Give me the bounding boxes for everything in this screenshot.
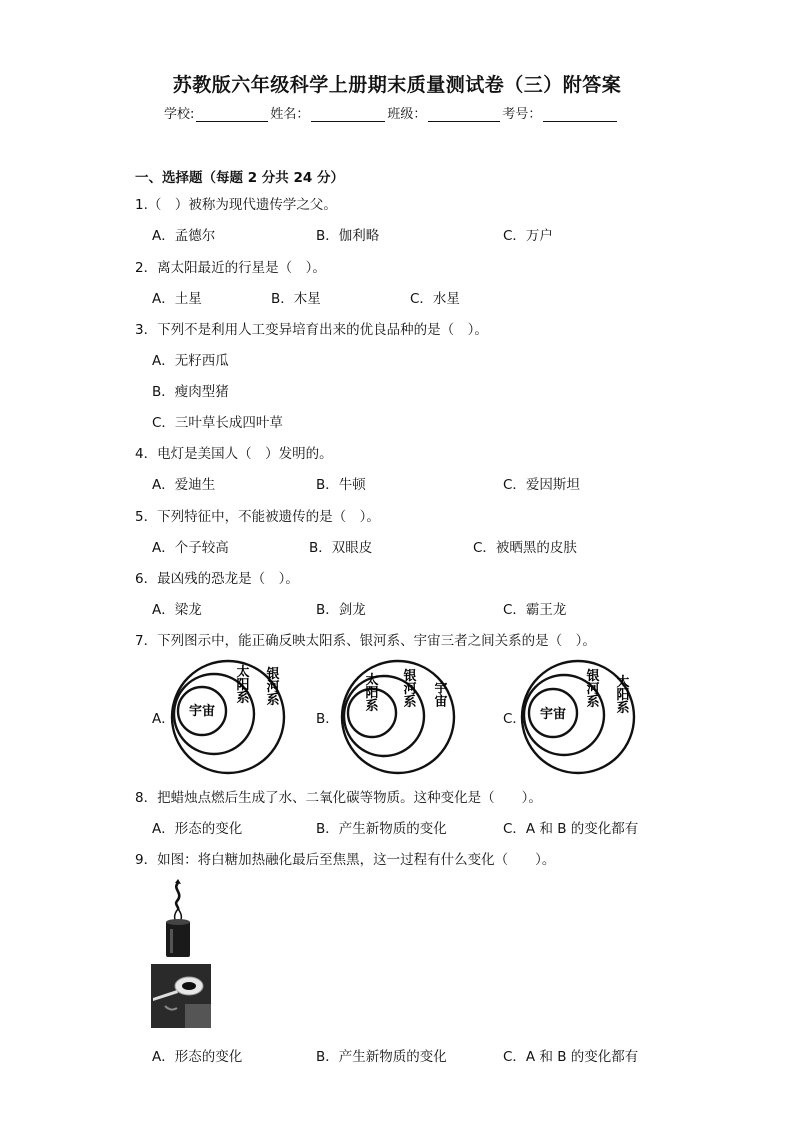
school-blank — [196, 106, 268, 122]
section-heading: 一、选择题（每题 2 分共 24 分） — [135, 170, 344, 186]
option-b: B．产生新物质的变化 — [316, 821, 447, 837]
option-c: C．三叶草长成四叶草 — [152, 415, 283, 431]
label-inner: 宇宙 — [188, 704, 216, 719]
label-outer: 银河系 — [263, 666, 279, 706]
page-title: 苏教版六年级科学上册期末质量测试卷（三）附答案 — [172, 74, 622, 96]
nested-circles-diagram-c — [520, 658, 640, 776]
option-c: C．被晒黑的皮肤 — [473, 540, 577, 556]
option-c: C．万户 — [503, 228, 553, 244]
question-stem: 7．下列图示中，能正确反映太阳系、银河系、宇宙三者之间关系的是（ ）。 — [135, 633, 596, 649]
option-c: C．A 和 B 的变化都有 — [503, 1049, 639, 1065]
option-c: C． — [503, 711, 526, 727]
option-b: B． — [316, 711, 339, 727]
option-a: A． — [152, 711, 175, 727]
option-a: A．个子较高 — [152, 540, 229, 556]
option-a: A．梁龙 — [152, 602, 202, 618]
option-a: A．形态的变化 — [152, 821, 243, 837]
label-inner: 宇宙 — [539, 707, 567, 722]
label-inner: 太阳系 — [362, 672, 378, 712]
name-label: 姓名： — [270, 107, 310, 122]
question-stem: 5．下列特征中，不能被遗传的是（ ）。 — [135, 509, 380, 525]
label-middle: 银河系 — [583, 668, 599, 708]
nested-circles-diagram-a — [170, 658, 290, 776]
option-a: A．孟德尔 — [152, 228, 216, 244]
option-c: C．水星 — [410, 291, 460, 307]
option-a: A．形态的变化 — [152, 1049, 243, 1065]
option-b: B．牛顿 — [316, 477, 366, 493]
question-stem: 3．下列不是利用人工变异培育出来的优良品种的是（ ）。 — [135, 322, 488, 338]
option-b: B．双眼皮 — [309, 540, 373, 556]
option-b: B．剑龙 — [316, 602, 366, 618]
class-label: 班级： — [387, 107, 427, 122]
option-a: A．爱迪生 — [152, 477, 216, 493]
option-b: B．产生新物质的变化 — [316, 1049, 447, 1065]
label-middle: 银河系 — [400, 668, 416, 708]
option-a: A．无籽西瓜 — [152, 353, 229, 369]
option-b: B．瘦肉型猪 — [152, 384, 229, 400]
option-c: C．爱因斯坦 — [503, 477, 580, 493]
option-a: A．土星 — [152, 291, 202, 307]
question-stem: 8．把蜡烛点燃后生成了水、二氧化碳等物质。这种变化是（ ）。 — [135, 790, 542, 806]
question-stem: 4．电灯是美国人（ ）发明的。 — [135, 446, 333, 462]
question-stem: 1.（ ）被称为现代遗传学之父。 — [135, 197, 337, 213]
number-label: 考号： — [502, 107, 542, 122]
question-stem: 9．如图：将白糖加热融化最后至焦黑，这一过程有什么变化（ ）。 — [135, 852, 556, 868]
option-b: B．木星 — [271, 291, 321, 307]
student-info-row — [164, 103, 619, 122]
question-stem: 2．离太阳最近的行星是（ ）。 — [135, 260, 326, 276]
school-label: 学校: — [164, 107, 195, 122]
candle-image — [158, 879, 198, 959]
nested-circles-diagram-b — [336, 658, 460, 776]
label-outer: 太阳系 — [613, 674, 629, 714]
option-c: C．A 和 B 的变化都有 — [503, 821, 639, 837]
label-outer: 宇宙 — [431, 681, 447, 707]
class-blank — [428, 106, 500, 122]
option-b: B．伽利略 — [316, 228, 380, 244]
label-middle: 太阳系 — [233, 664, 249, 704]
spoon-heating-image — [151, 964, 211, 1028]
number-blank — [543, 106, 617, 122]
name-blank — [311, 106, 385, 122]
question-stem: 6．最凶残的恐龙是（ ）。 — [135, 571, 299, 587]
option-c: C．霸王龙 — [503, 602, 567, 618]
